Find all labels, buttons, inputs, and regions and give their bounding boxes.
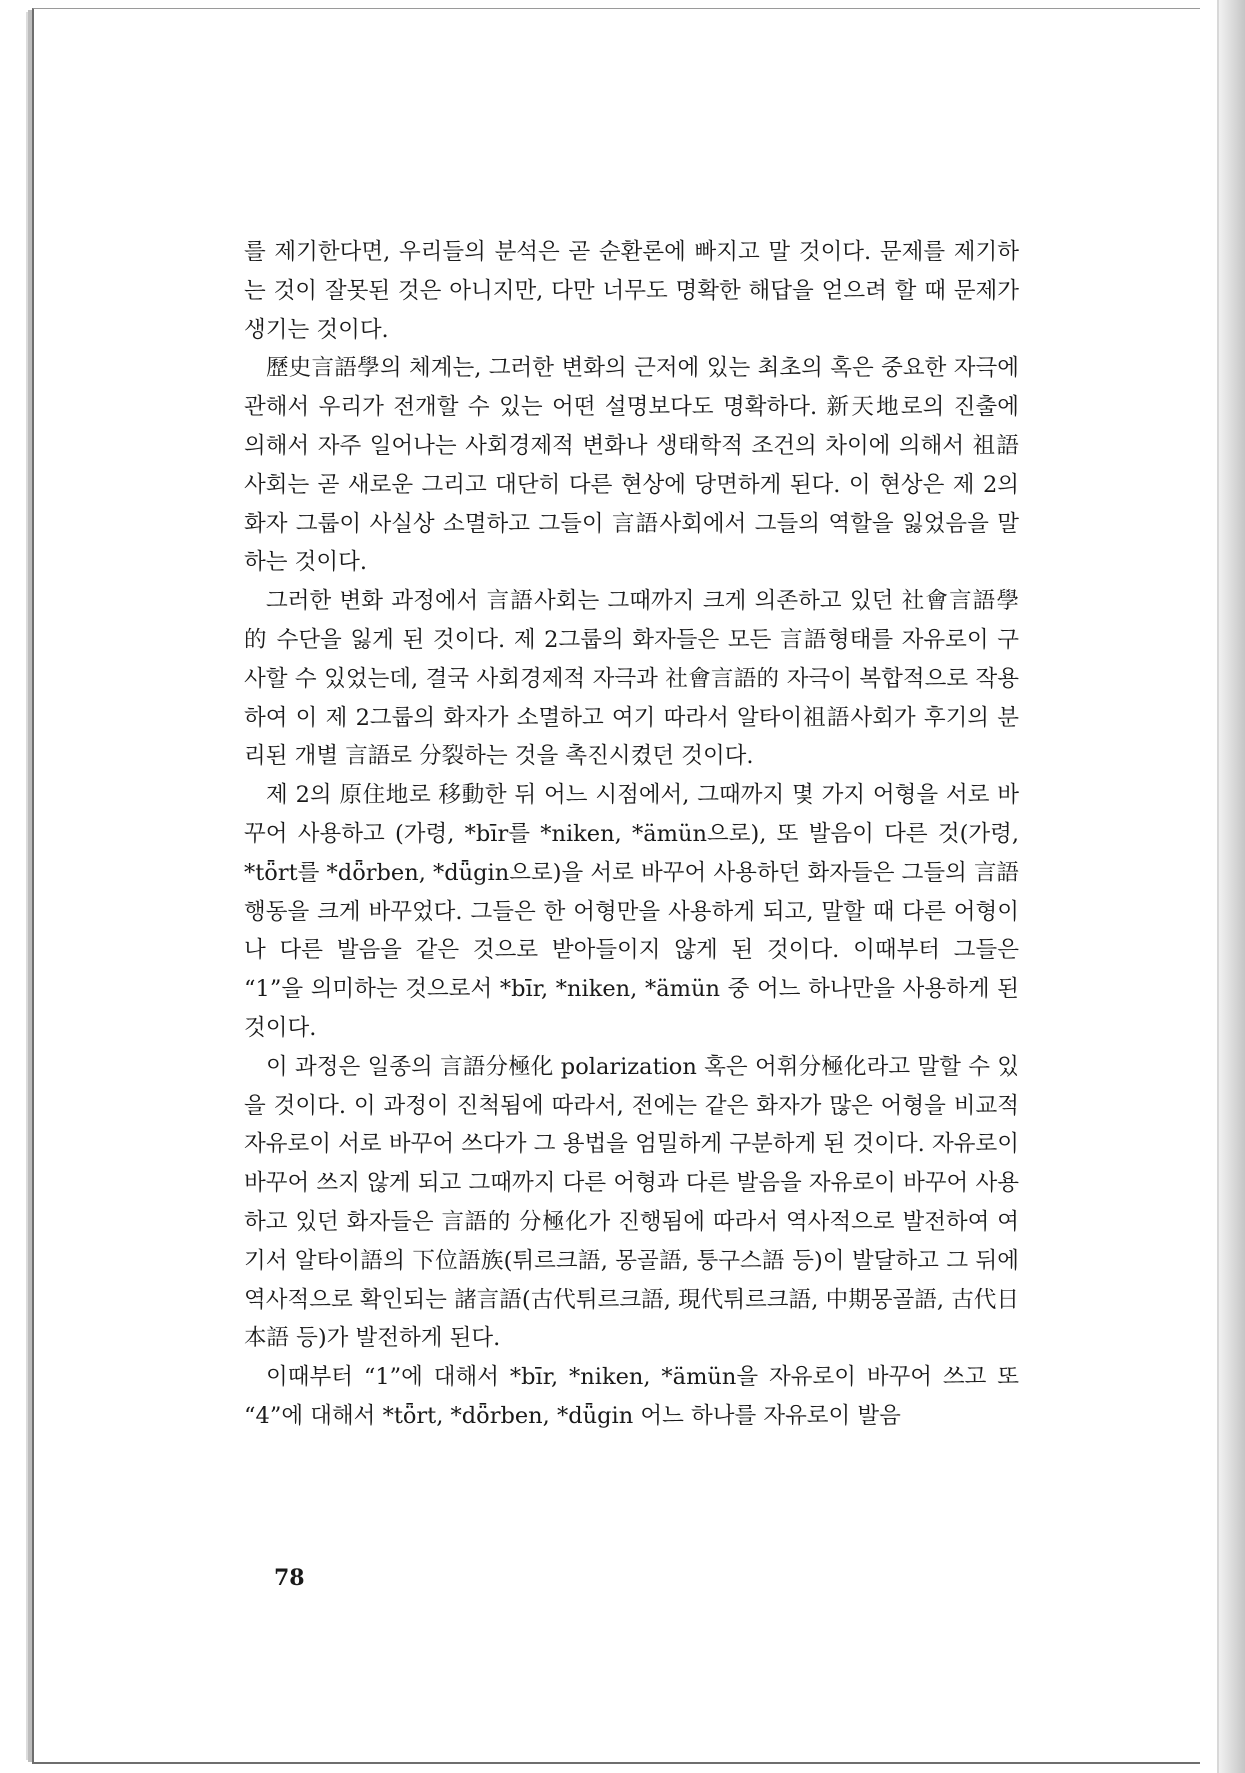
paragraph-1: 를 제기한다면, 우리들의 분석은 곧 순환론에 빠지고 말 것이다. 문제를 제기하는 것이 잘못된 것은 아니지만, 다만 너무도 명확한 해답을 얻으려 할 때 문제가 생기는 것이다. — [244, 239, 1019, 343]
paragraph-6: 이때부터 “1”에 대해서 *bīr, *niken, *ämün을 자유로이 바꾸어 쓰고 또 “4”에 대해서 *tȫrt, *dȫrben, *dǖgin 어느 하나를 자유로이 발음 — [244, 1364, 1019, 1429]
paragraph-5: 이 과정은 일종의 言語分極化 polarization 혹은 어휘分極化라고 말할 수 있을 것이다. 이 과정이 진척됨에 따라서, 전에는 같은 화자가 많은 어형을 비교적 자유로이 서로 바꾸어 쓰다가 그 용법을 엄밀하게 구분하게 된 것이다. 자유로이 바꾸어 쓰지 않게 되고 그때까지 다른 어형과 다른 발음을 자유로이 바꾸어 사용하고 있던 화자들은 言語的 分極化가 진행됨에 따라서 역사적으로 발전하여 여기서 알타이語의 下位語族(튀르크語, 몽골語, 퉁구스語 등)이 발달하고 그 뒤에 역사적으로 확인되는 諸言語(古代튀르크語, 現代튀르크語, 中期몽골語, 古代日本語 등)가 발전하게 된다. — [244, 1053, 1019, 1352]
book-page — [32, 8, 1200, 1764]
paragraph-3: 그러한 변화 과정에서 言語사회는 그때까지 크게 의존하고 있던 社會言語學的 수단을 잃게 된 것이다. 제 2그룹의 화자들은 모든 言語형태를 자유로이 구사할 수 있었는데, 결국 사회경제적 자극과 社會言語的 자극이 복합적으로 작용하여 이 제 2그룹의 화자가 소멸하고 여기 따라서 알타이祖語사회가 후기의 분리된 개별 言語로 分裂하는 것을 촉진시켰던 것이다. — [244, 588, 1019, 770]
body-text — [244, 233, 1019, 1436]
page-number: 78 — [274, 1565, 305, 1591]
paragraph-2: 歷史言語學의 체계는, 그러한 변화의 근저에 있는 최초의 혹은 중요한 자극에 관해서 우리가 전개할 수 있는 어떤 설명보다도 명확하다. 新天地로의 진출에 의해서 자주 일어나는 사회경제적 변화나 생태학적 조건의 차이에 의해서 祖語사회는 곧 새로운 그리고 대단히 다른 현상에 당면하게 된다. 이 현상은 제 2의 화자 그룹이 사실상 소멸하고 그들이 言語사회에서 그들의 역할을 잃었음을 말하는 것이다. — [244, 355, 1019, 576]
page-edge-shadow — [1219, 0, 1245, 1773]
paragraph-4: 제 2의 原住地로 移動한 뒤 어느 시점에서, 그때까지 몇 가지 어형을 서로 바꾸어 사용하고 (가령, *bīr를 *niken, *ämün으로), 또 발음이 다른 것(가령, *tȫrt를 *dȫrben, *dǖgin으로)을 서로 바꾸어 사용하던 화자들은 그들의 言語행동을 크게 바꾸었다. 그들은 한 어형만을 사용하게 되고, 말할 때 다른 어형이나 다른 발음을 같은 것으로 받아들이지 않게 된 것이다. 이때부터 그들은 “1”을 의미하는 것으로서 *bīr, *niken, *ämün 중 어느 하나만을 사용하게 된 것이다. — [244, 782, 1019, 1041]
